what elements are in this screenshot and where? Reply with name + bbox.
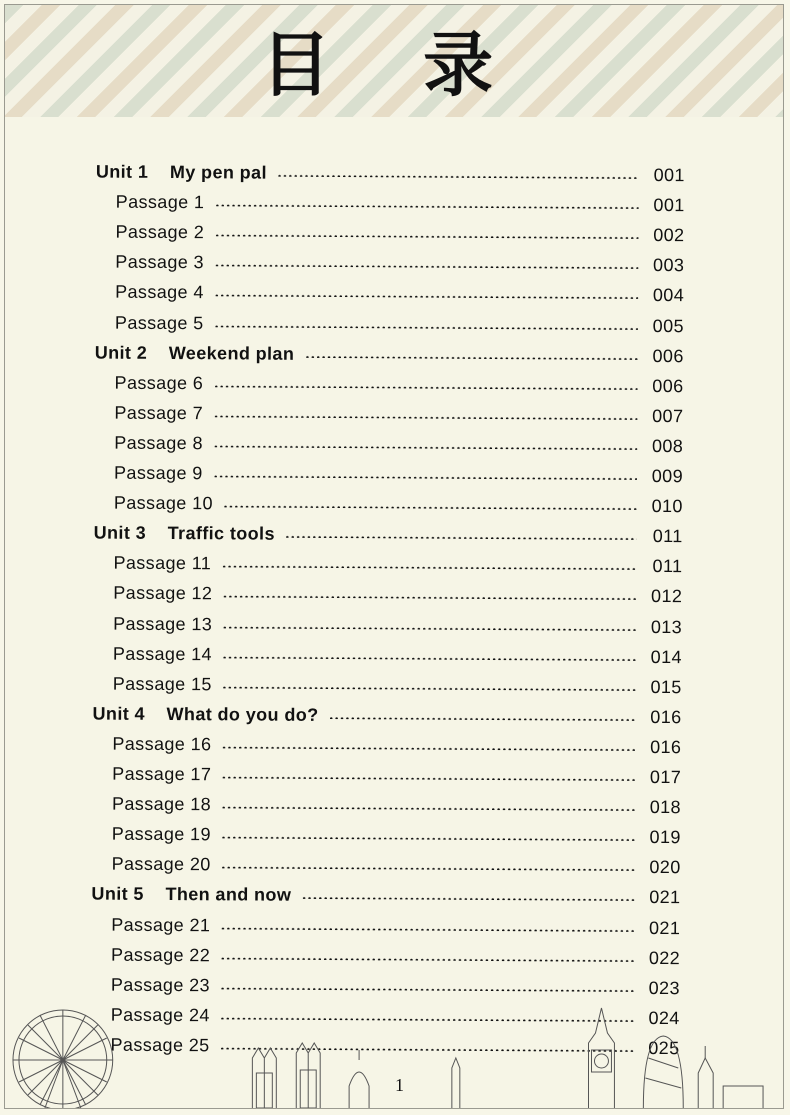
toc-page-number: 005 — [652, 315, 685, 336]
toc-page-number: 010 — [651, 496, 683, 517]
toc-entry-label: Passage 12 — [113, 583, 213, 604]
dot-leader — [214, 234, 638, 239]
toc-passage-entry — [113, 664, 682, 697]
dot-leader — [285, 536, 637, 540]
toc-passage-entry — [115, 273, 684, 306]
dot-leader — [221, 566, 636, 571]
toc-passage-entry — [114, 424, 683, 457]
toc-passage-entry — [113, 544, 682, 577]
dot-leader — [221, 746, 635, 751]
city-skyline-illustration — [5, 998, 783, 1108]
toc-unit-entry — [91, 875, 680, 909]
toc-page-number: 008 — [651, 435, 684, 457]
toc-passage-entry — [115, 243, 684, 276]
toc-page-number: 017 — [649, 766, 682, 788]
toc-passage-entry — [113, 604, 682, 637]
toc-passage-entry — [112, 755, 681, 788]
toc-passage-entry — [113, 574, 682, 607]
toc-entry-label: Passage 24 — [110, 1004, 210, 1026]
toc-passage-entry — [113, 634, 682, 667]
toc-passage-entry — [111, 935, 680, 968]
toc-entry-label: Passage 5 — [114, 312, 204, 333]
dot-leader — [301, 897, 634, 901]
toc-entry-label: Unit 3 Traffic tools — [93, 522, 275, 544]
toc-entry-label: Passage 15 — [112, 673, 212, 694]
toc-page-number: 024 — [648, 1007, 680, 1028]
toc-page-number: 012 — [651, 586, 683, 607]
dot-leader — [277, 175, 639, 179]
toc-entry-label: Passage 4 — [115, 282, 204, 303]
dot-leader — [213, 415, 637, 420]
toc-entry-label: Passage 21 — [111, 914, 211, 935]
toc-entry-label: Passage 17 — [112, 763, 212, 785]
toc-page-number: 007 — [652, 405, 684, 426]
dot-leader — [214, 325, 638, 330]
toc-entry-label: Passage 20 — [111, 853, 211, 875]
page-frame — [4, 4, 784, 1109]
toc-page-number: 025 — [648, 1037, 680, 1059]
toc-passage-entry — [114, 484, 683, 517]
toc-passage-entry — [115, 213, 684, 246]
toc-entry-label: Passage 8 — [114, 432, 203, 454]
toc-page-number: 021 — [649, 887, 681, 908]
toc-page-number: 004 — [652, 285, 685, 306]
toc-passage-entry — [111, 965, 680, 998]
toc-page-number: 003 — [653, 255, 685, 276]
dot-leader — [221, 837, 635, 842]
toc-page-number: 016 — [650, 706, 682, 727]
dot-leader — [223, 505, 637, 510]
toc-unit-entry — [94, 514, 683, 548]
dot-leader — [222, 626, 636, 631]
toc-page-number: 019 — [649, 827, 681, 848]
toc-passage-entry — [111, 905, 680, 938]
dot-leader — [222, 656, 636, 661]
toc-entry-label: Passage 23 — [110, 974, 211, 995]
toc-entry-label: Passage 11 — [113, 552, 212, 574]
dot-leader — [213, 385, 637, 390]
toc-entry-label: Passage 19 — [111, 823, 211, 845]
toc-page-number: 006 — [652, 345, 684, 366]
dot-leader — [221, 867, 635, 872]
toc-passage-entry — [115, 363, 684, 396]
page-number: 1 — [395, 1075, 404, 1095]
toc-entry-label: Passage 2 — [115, 221, 205, 243]
toc-entry-label: Passage 6 — [114, 372, 204, 393]
toc-entry-label: Unit 5 Then and now — [91, 883, 292, 906]
toc-passage-entry — [112, 845, 681, 878]
dot-leader — [221, 806, 635, 811]
toc-passage-entry — [114, 393, 683, 426]
toc-entry-label: Passage 10 — [113, 492, 213, 514]
toc-page-number: 011 — [652, 526, 683, 547]
toc-page-number: 023 — [648, 977, 680, 998]
toc-passage-entry — [112, 725, 681, 758]
toc-entry-label: Passage 22 — [111, 944, 211, 965]
toc-unit-entry — [93, 694, 682, 728]
toc-entry-label: Unit 2 Weekend plan — [94, 342, 295, 364]
toc-page-number: 016 — [650, 736, 682, 758]
toc-entry-label: Passage 3 — [115, 251, 205, 273]
toc-page-number: 011 — [652, 556, 683, 577]
toc-page-number: 009 — [651, 465, 684, 487]
table-of-contents — [5, 152, 783, 1059]
dot-leader — [220, 987, 634, 992]
toc-entry-label: Unit 4 What do you do? — [92, 703, 319, 725]
toc-page-number: 022 — [648, 947, 681, 968]
toc-page-number: 015 — [650, 676, 682, 697]
toc-page-number: 018 — [649, 797, 682, 818]
toc-entry-label: Passage 1 — [115, 191, 205, 213]
toc-page-number: 020 — [649, 857, 681, 878]
toc-entry-label: Passage 14 — [112, 643, 213, 664]
toc-entry-label: Passage 9 — [113, 462, 203, 484]
toc-entry-label: Unit 1 My pen pal — [95, 161, 267, 183]
toc-passage-entry — [115, 303, 684, 336]
toc-page-number: 001 — [653, 164, 685, 186]
toc-passage-entry — [116, 183, 685, 216]
dot-leader — [214, 204, 638, 209]
dot-leader — [222, 686, 636, 691]
dot-leader — [329, 717, 636, 721]
toc-page-number: 021 — [648, 917, 681, 938]
toc-passage-entry — [114, 454, 683, 487]
toc-page-number: 006 — [652, 375, 684, 396]
dot-leader — [213, 445, 637, 450]
toc-unit-entry — [95, 333, 684, 367]
dot-leader — [221, 776, 635, 781]
dot-leader — [220, 957, 634, 962]
toc-passage-entry — [112, 815, 681, 848]
dot-leader — [304, 355, 637, 359]
toc-page-number: 014 — [650, 646, 682, 667]
toc-page-number: 013 — [650, 616, 683, 637]
dot-leader — [214, 295, 638, 300]
toc-entry-label: Passage 16 — [112, 733, 212, 755]
dot-leader — [214, 265, 638, 270]
toc-entry-label: Passage 7 — [114, 402, 204, 424]
dot-leader — [222, 596, 636, 601]
dot-leader — [220, 927, 634, 932]
toc-page-number: 001 — [653, 195, 685, 216]
dot-leader — [213, 475, 637, 480]
toc-passage-entry — [112, 785, 681, 818]
page-title: 目 录 — [260, 24, 528, 106]
toc-entry-label: Passage 13 — [113, 613, 213, 634]
toc-unit-entry — [96, 153, 685, 187]
toc-entry-label: Passage 18 — [111, 793, 212, 815]
toc-page-number: 002 — [653, 225, 685, 246]
toc-entry-label: Passage 25 — [110, 1034, 210, 1056]
